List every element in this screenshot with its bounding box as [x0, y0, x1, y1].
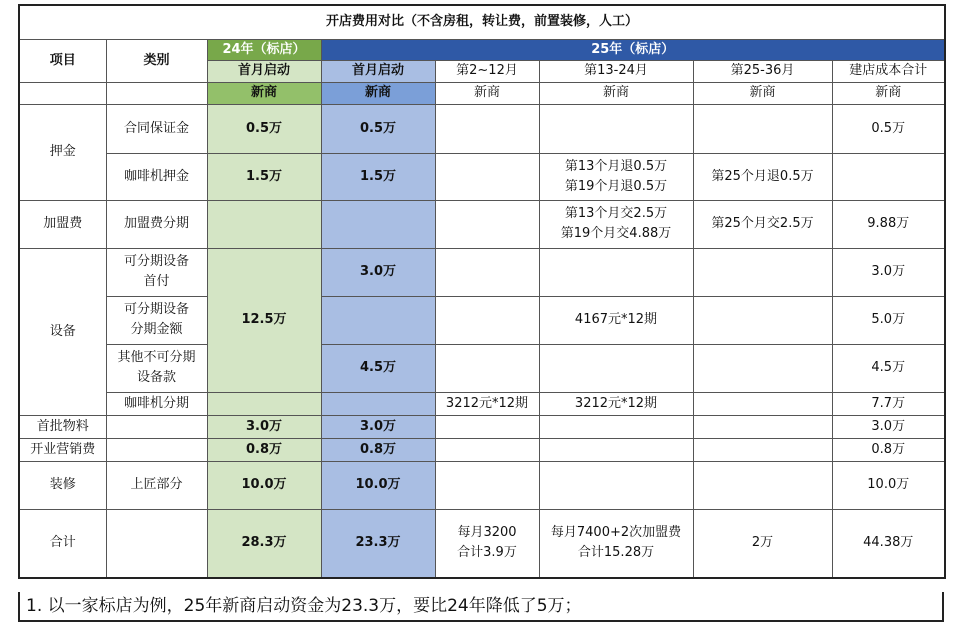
cat-coffee-machine-installment: 咖啡机分期	[106, 392, 207, 415]
header-total: 建店成本合计	[832, 60, 945, 82]
item-franchise: 加盟费	[19, 200, 106, 248]
table-title: 开店费用对比（不含房租，转让费，前置装修，人工）	[19, 5, 945, 39]
header-year-24: 24年（标店）	[207, 39, 321, 60]
table-row	[19, 200, 945, 248]
cell-decoration-25: 10.0万	[321, 461, 435, 509]
item-opening-marketing: 开业营销费	[19, 438, 106, 461]
sub-new-merchant-m2-12: 新商	[435, 82, 539, 104]
sub-new-merchant-25: 新商	[321, 82, 435, 104]
header-month-25-36: 第25-36月	[693, 60, 832, 82]
sub-new-merchant-24: 新商	[207, 82, 321, 104]
table-row	[19, 509, 945, 578]
cell-equipment-other-25: 4.5万	[321, 344, 435, 392]
cell-franchise-m25-36: 第25个月交2.5万	[693, 200, 832, 248]
cell-coffee-inst-m13-24: 3212元*12期	[539, 392, 693, 415]
cell-materials-24: 3.0万	[207, 415, 321, 438]
table-row	[19, 392, 945, 415]
header-first-month-24: 首月启动	[207, 60, 321, 82]
cell-coffee-inst-total: 7.7万	[832, 392, 945, 415]
table-row	[19, 415, 945, 438]
cat-coffee-deposit: 咖啡机押金	[106, 153, 207, 200]
cell-sum-total: 44.38万	[832, 509, 945, 578]
cell-equipment-down-25: 3.0万	[321, 248, 435, 296]
table-row	[19, 344, 945, 392]
table-row	[19, 296, 945, 344]
cell-sum-24: 28.3万	[207, 509, 321, 578]
header-blank-item	[19, 82, 106, 104]
item-equipment: 设备	[19, 248, 106, 415]
header-blank-category	[106, 82, 207, 104]
cell-coffee-deposit-m13-24: 第13个月退0.5万 第19个月退0.5万	[539, 153, 693, 200]
cell-equipment-inst-total: 5.0万	[832, 296, 945, 344]
cell-contract-24: 0.5万	[207, 104, 321, 153]
cat-contract-deposit: 合同保证金	[106, 104, 207, 153]
item-deposit: 押金	[19, 104, 106, 200]
item-decoration: 装修	[19, 461, 106, 509]
cell-marketing-24: 0.8万	[207, 438, 321, 461]
cell-sum-m2-12: 每月3200 合计3.9万	[435, 509, 539, 578]
cell-equipment-24: 12.5万	[207, 248, 321, 392]
cat-decoration: 上匠部分	[106, 461, 207, 509]
cell-marketing-25: 0.8万	[321, 438, 435, 461]
cat-equipment-installment: 可分期设备 分期金额	[106, 296, 207, 344]
cell-equipment-other-total: 4.5万	[832, 344, 945, 392]
cat-equipment-other: 其他不可分期 设备款	[106, 344, 207, 392]
sub-new-merchant-m13-24: 新商	[539, 82, 693, 104]
cell-coffee-inst-m2-12: 3212元*12期	[435, 392, 539, 415]
cost-comparison-table	[18, 4, 946, 579]
cell-contract-total: 0.5万	[832, 104, 945, 153]
header-first-month-25: 首月启动	[321, 60, 435, 82]
cost-comparison-page	[18, 4, 944, 579]
cell-sum-m25-36: 2万	[693, 509, 832, 578]
footnote: 1. 以一家标店为例，25年新商启动资金为23.3万，要比24年降低了5万；	[18, 592, 944, 622]
item-sum: 合计	[19, 509, 106, 578]
cell-coffee-deposit-24: 1.5万	[207, 153, 321, 200]
cell-materials-25: 3.0万	[321, 415, 435, 438]
cell-marketing-total: 0.8万	[832, 438, 945, 461]
header-month-2-12: 第2~12月	[435, 60, 539, 82]
cell-coffee-deposit-m25-36: 第25个月退0.5万	[693, 153, 832, 200]
cell-equipment-down-total: 3.0万	[832, 248, 945, 296]
header-month-13-24: 第13-24月	[539, 60, 693, 82]
cell-coffee-deposit-25: 1.5万	[321, 153, 435, 200]
table-row	[19, 104, 945, 153]
header-item: 项目	[19, 39, 106, 82]
item-first-materials: 首批物料	[19, 415, 106, 438]
table-row	[19, 153, 945, 200]
header-category: 类别	[106, 39, 207, 82]
cell-sum-25: 23.3万	[321, 509, 435, 578]
table-row	[19, 248, 945, 296]
cell-franchise-m13-24: 第13个月交2.5万 第19个月交4.88万	[539, 200, 693, 248]
cat-equipment-down-payment: 可分期设备 首付	[106, 248, 207, 296]
cell-contract-25: 0.5万	[321, 104, 435, 153]
cell-decoration-total: 10.0万	[832, 461, 945, 509]
cell-materials-total: 3.0万	[832, 415, 945, 438]
sub-new-merchant-total: 新商	[832, 82, 945, 104]
sub-new-merchant-m25-36: 新商	[693, 82, 832, 104]
table-row	[19, 461, 945, 509]
cell-decoration-24: 10.0万	[207, 461, 321, 509]
cat-franchise-installment: 加盟费分期	[106, 200, 207, 248]
table-row	[19, 438, 945, 461]
cell-sum-m13-24: 每月7400+2次加盟费 合计15.28万	[539, 509, 693, 578]
header-year-25: 25年（标店）	[321, 39, 945, 60]
cell-equipment-inst-m13-24: 4167元*12期	[539, 296, 693, 344]
cell-franchise-total: 9.88万	[832, 200, 945, 248]
